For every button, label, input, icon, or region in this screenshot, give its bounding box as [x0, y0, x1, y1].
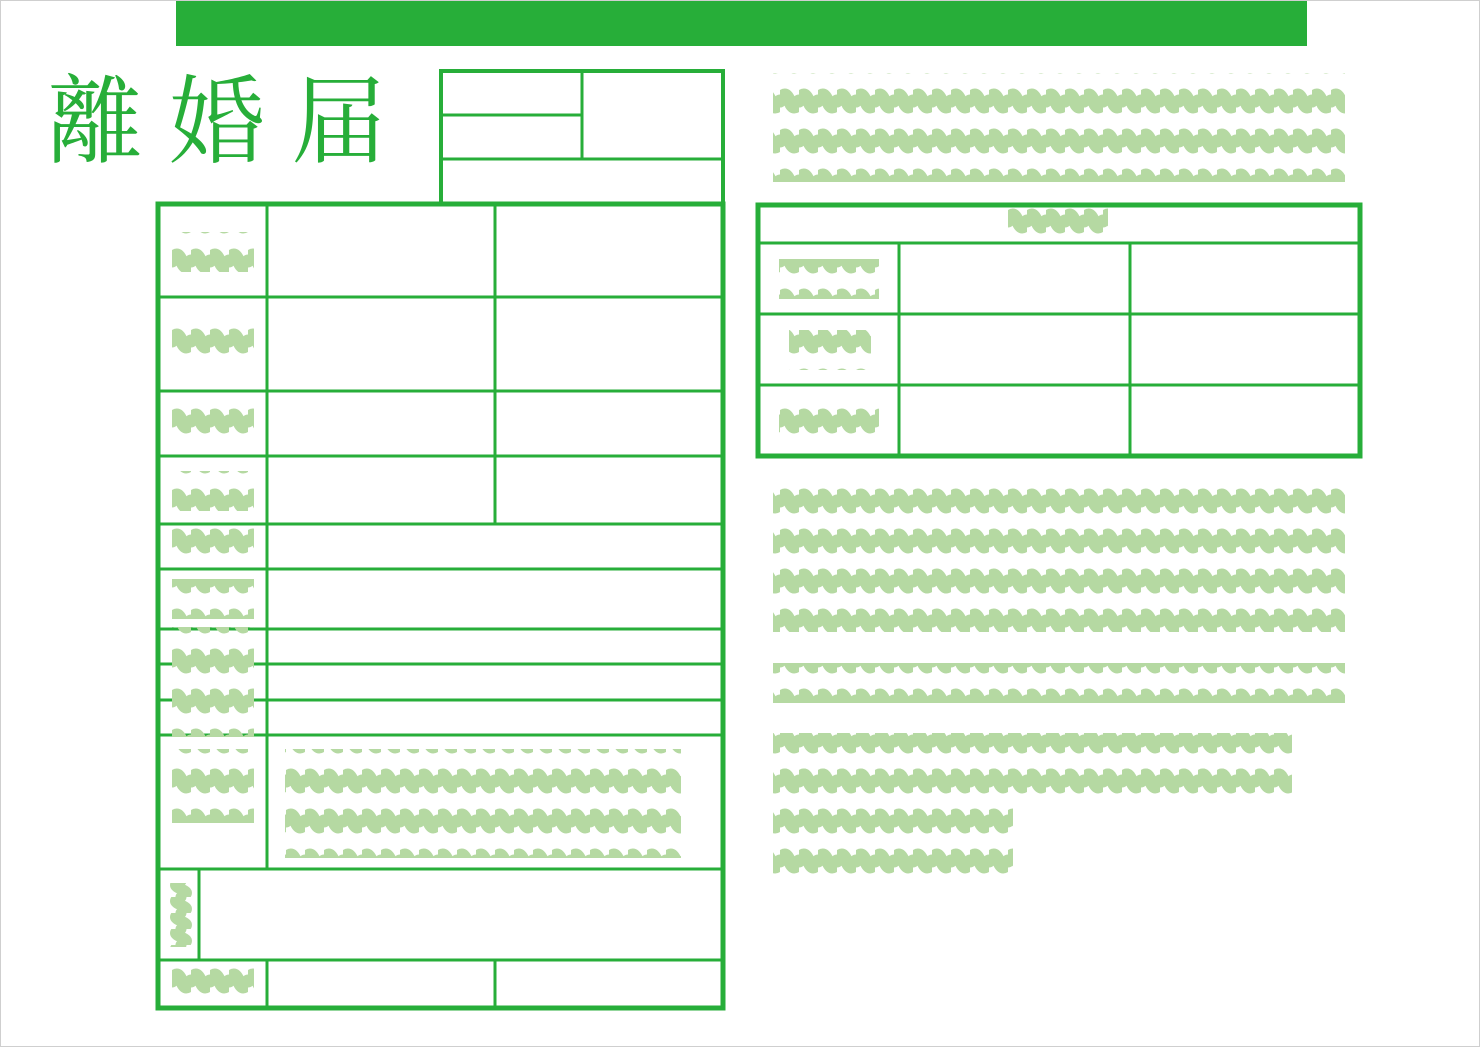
placeholder-text-cell [285, 749, 681, 858]
form-illustration [1, 1, 1479, 1046]
placeholder-labels-witness [779, 204, 1108, 441]
page-title: 離婚届 [47, 66, 413, 178]
placeholder-labels-main [159, 232, 254, 1005]
placeholder-text-intro [773, 73, 1345, 182]
placeholder-text-notes [773, 488, 1345, 877]
reception-box [441, 71, 723, 204]
